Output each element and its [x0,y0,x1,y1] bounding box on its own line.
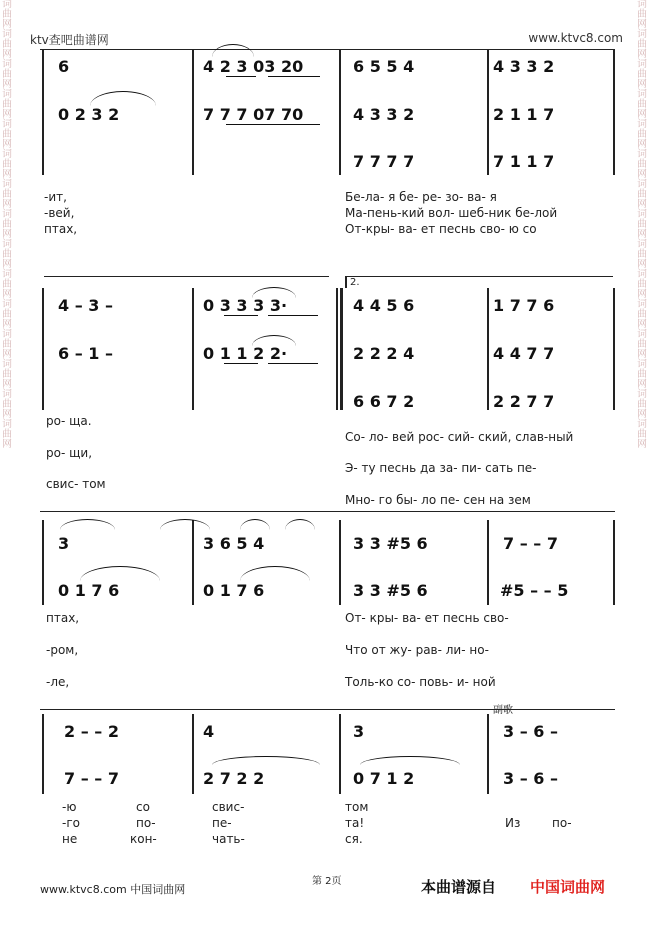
lyric-line: ро- ща. [46,414,92,428]
lyric-word: та! [345,816,365,830]
lyric-line: -вей, [44,206,75,220]
watermark-right: 词曲网词曲网词曲网词曲网词曲网词曲网词曲网词曲网词曲网词曲网词曲网词曲网词曲网词曲网词曲网 [637,0,647,450]
note-row-2-bar-2: 2 7 2 2 [203,769,265,788]
note-row-2-bar-3: 0 7 1 2 [353,769,415,788]
note-row-3-bar-3: 7 7 7 7 [353,152,415,171]
note-row-1-bar-3: 6 5 5 4 [353,57,415,76]
barline [613,288,615,410]
slur [212,756,320,765]
underline [226,76,256,77]
note-row-2-bar-2: 0 1 1 2 2· [203,344,288,363]
note-row-1-bar-4: 3 – 6 – [503,722,558,741]
lyric-line: -ит, [44,190,67,204]
staff-top-line [40,49,615,50]
barline [192,520,194,605]
note-row-1-bar-4: 1 7 7 6 [493,296,555,315]
barline [339,520,341,605]
lyric-line: От- кры- ва- ет песнь сво- [345,611,509,625]
slur [212,44,254,57]
slur [60,519,115,530]
note-row-1-bar-2: 3 6 5 4 [203,534,265,553]
lyric-line: -ле, [46,675,70,689]
slur [90,91,156,106]
barline [192,288,194,410]
lyric-line: От-кры- ва- ет песнь сво- ю со [345,222,537,236]
note-row-1-bar-1: 4 – 3 – [58,296,113,315]
note-row-2-bar-1: 7 – – 7 [64,769,119,788]
barline [339,49,341,175]
staff-top-line [40,709,615,710]
barline [613,49,615,175]
note-row-3-bar-4: 7 1 1 7 [493,152,555,171]
note-row-2-bar-4: 2 1 1 7 [493,105,555,124]
note-row-3-bar-4: 2 2 7 7 [493,392,555,411]
lyric-line: Толь-ко со- повь- и- ной [345,675,496,689]
barline [192,49,194,175]
note-row-3-bar-3: 6 6 7 2 [353,392,415,411]
underline [268,315,318,316]
note-row-2-bar-4: #5 – – 5 [500,581,569,600]
underline [268,76,320,77]
underline [224,315,258,316]
repeat-barline [340,288,343,410]
barline [613,520,615,605]
lyric-line: птах, [44,222,78,236]
lyric-word: свис- [212,800,245,814]
lyric-word: по- [552,816,572,830]
underline [226,124,320,125]
lyric-word: со [136,800,150,814]
note-row-2-bar-1: 0 2 3 2 [58,105,120,124]
barline [42,714,44,794]
lyric-line: птах, [46,611,80,625]
lyric-line: ро- щи, [46,446,93,460]
note-row-1-bar-3: 3 3 #5 6 [353,534,428,553]
slur [360,756,460,765]
underline [268,363,318,364]
lyric-word: кон- [130,832,157,846]
note-row-1-bar-4: 4 3 3 2 [493,57,555,76]
barline [42,288,44,410]
volta-line [345,276,613,277]
barline [487,49,489,175]
lyric-word: чать- [212,832,245,846]
note-row-2-bar-3: 2 2 2 4 [353,344,415,363]
note-row-2-bar-3: 3 3 #5 6 [353,581,428,600]
barline [42,49,44,175]
note-row-1-bar-2: 4 2 3 03 20 [203,57,304,76]
volta-hook [345,276,347,288]
note-row-1-bar-1: 6 [58,57,70,76]
note-row-1-bar-1: 2 – – 2 [64,722,119,741]
note-row-2-bar-3: 4 3 3 2 [353,105,415,124]
barline [336,288,338,410]
lyric-line: Мно- го бы- ло пе- сен на зем [345,493,531,507]
lyric-line: свис- том [46,477,106,491]
note-row-2-bar-4: 3 – 6 – [503,769,558,788]
barline [42,520,44,605]
watermark-left: 词曲网词曲网词曲网词曲网词曲网词曲网词曲网词曲网词曲网词曲网词曲网词曲网词曲网词曲网词曲网 [2,0,12,450]
lyric-line: Э- ту песнь да за- пи- сать пе- [345,461,537,475]
note-row-1-bar-1: 3 [58,534,70,553]
footer-site: www.ktvc8.com 中国词曲网 [40,883,186,896]
lyric-word: по- [136,816,156,830]
note-row-1-bar-3: 4 4 5 6 [353,296,415,315]
lyric-line: -ром, [46,643,79,657]
barline [339,714,341,794]
note-row-1-bar-2: 4 [203,722,215,741]
lyric-word: -ю [62,800,77,814]
page-number: 第 2页 [312,876,342,887]
slur [240,566,310,581]
lyric-line: Что от жу- рав- ли- но- [345,643,489,657]
slur [160,519,210,530]
note-row-1-bar-4: 7 – – 7 [503,534,558,553]
lyric-line: Бе-ла- я бе- ре- зо- ва- я [345,190,497,204]
note-row-1-bar-2: 0 3 3 3 3· [203,296,288,315]
barline [487,288,489,410]
barline [487,520,489,605]
lyric-word: том [345,800,369,814]
lyric-word: ся. [345,832,363,846]
volta-number: 2. [350,277,360,288]
note-row-2-bar-1: 0 1 7 6 [58,581,120,600]
slur [240,519,270,530]
header-site-name: ktv查吧曲谱网 [30,33,109,47]
header-site-url: www.ktvc8.com [528,31,623,45]
lyric-word: пе- [212,816,232,830]
staff-top-line [40,511,615,512]
note-row-2-bar-2: 0 1 7 6 [203,581,265,600]
slur [285,519,315,530]
note-row-2-bar-2: 7 7 7 07 70 [203,105,304,124]
lyric-word: не [62,832,78,846]
volta-line [44,276,329,277]
underline [224,363,258,364]
note-row-2-bar-1: 6 – 1 – [58,344,113,363]
note-row-2-bar-4: 4 4 7 7 [493,344,555,363]
barline [487,714,489,794]
footer-source-label: 本曲谱源自 [421,878,497,896]
lyric-word: Из [505,816,521,830]
lyric-word: -го [62,816,80,830]
footer-brand: 中国词曲网 [530,878,606,896]
chorus-tag: 副歌 [493,705,513,716]
barline [192,714,194,794]
lyric-line: Со- ло- вей рос- сий- ский, слав-ный [345,430,574,444]
note-row-1-bar-3: 3 [353,722,365,741]
lyric-line: Ма-пень-кий вол- шеб-ник бе-лой [345,206,558,220]
slur [80,566,160,581]
